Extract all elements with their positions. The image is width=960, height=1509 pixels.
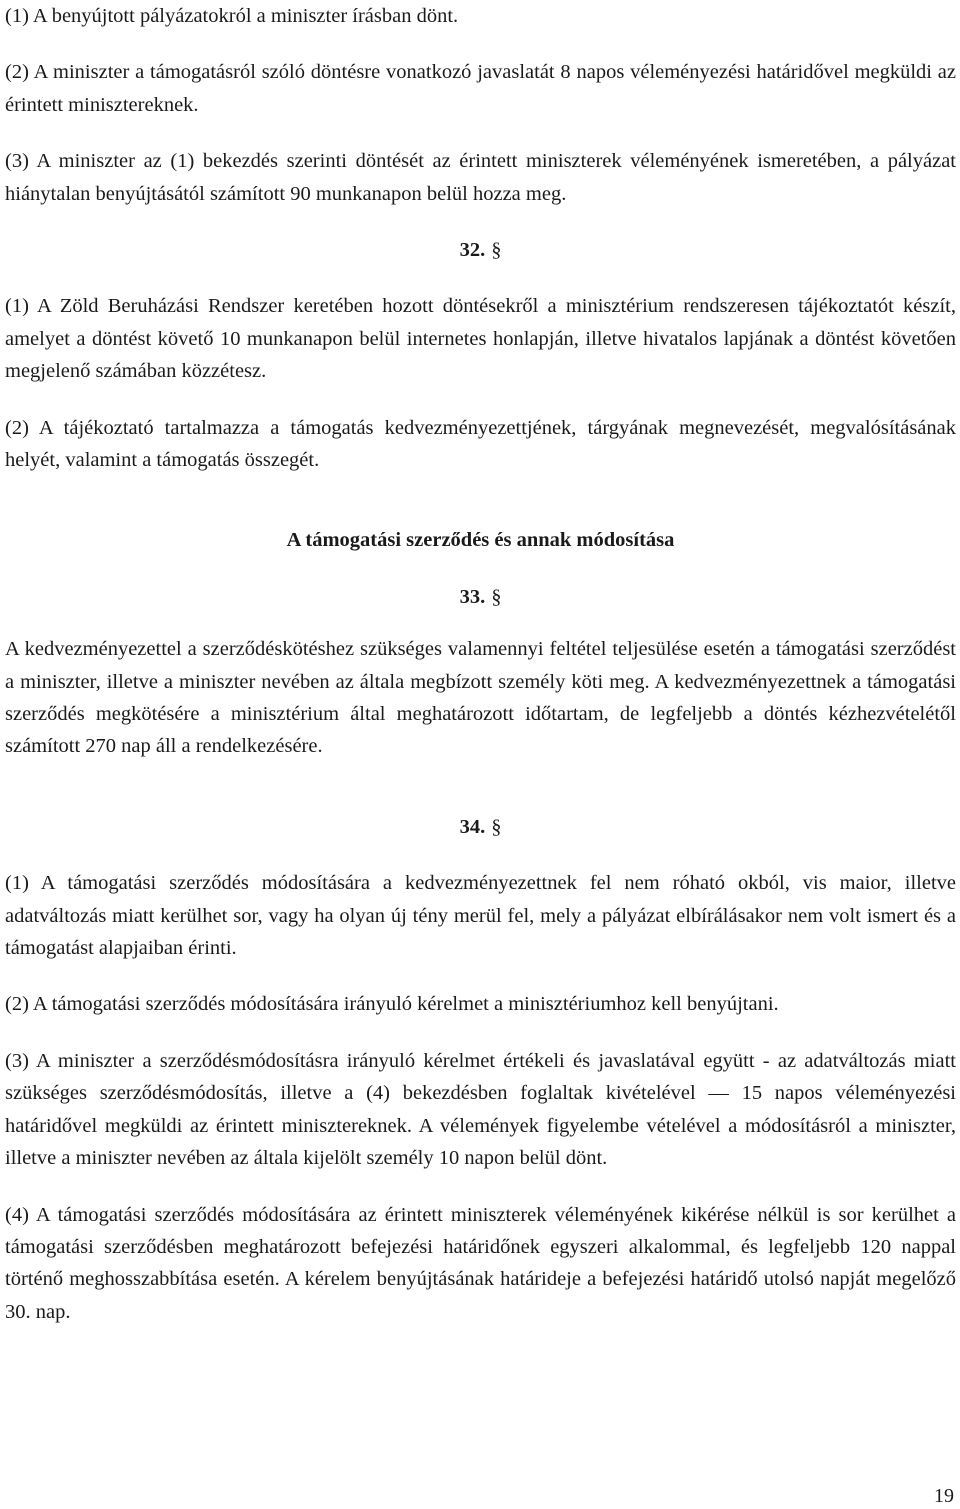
paragraph-34-4: (4) A támogatási szerződés módosítására az érintett miniszterek véleményének kikérése nélkül is sor kerülhet a támogatási szerződésben meghatározott befejezési határidőnek egyszeri alkalommal, és legfeljebb 120 nappal történő meghosszabbítása esetén. A kérelem benyújtásának határideje a befejezési határidő utolsó napját megelőző 30. nap.: [5, 1203, 956, 1323]
paragraph-31-3: (3) A miniszter az (1) bekezdés szerinti döntését az érintett miniszterek véleményének ismeretében, a pályázat hiánytalan benyújtásától számított 90 munkanapon belül hozza meg.: [5, 150, 956, 205]
paragraph-34-1: (1) A támogatási szerződés módosítására a kedvezményezettnek fel nem róható okból, vis maior, illetve adatváltozás miatt kerülhet sor, vagy ha olyan új tény merül fel, mely a pályázat elbírálásakor nem volt ismert és a támogatást alapjaiban érinti.: [5, 872, 956, 960]
paragraph-32-2: (2) A tájékoztató tartalmazza a támogatás kedvezményezettjének, tárgyának megnevezését, megvalósításának helyét, valamint a támogatás összegét.: [5, 416, 956, 472]
paragraph-33: A kedvezményezettel a szerződéskötéshez szükséges valamennyi feltétel teljesülése esetén a támogatási szerződést a miniszter, illetve a miniszter nevében az általa megbízott személy köti meg. A kedvezményezettnek a támogatási szerződés megkötésére a minisztérium által meghatározott időtartam, de legfeljebb a döntés kézhezvételétől számított 270 nap áll a rendelkezésére.: [5, 638, 956, 758]
section-33-number: [5, 581, 956, 613]
section-34-number: [5, 811, 956, 843]
document-page: [5, 0, 956, 1328]
paragraph-31-2: (2) A miniszter a támogatásról szóló döntésre vonatkozó javaslatát 8 napos véleményezési határidővel megküldi az érintett minisztereknek.: [5, 61, 956, 116]
page-number: 19: [934, 1485, 954, 1507]
paragraph-32-1: (1) A Zöld Beruházási Rendszer keretében hozott döntésekről a minisztérium rendszeresen tájékoztatót készít, amelyet a döntést követő 10 munkanapon belül internetes honlapján, illetve hivatalos lapjának a döntést követően megjelenő számában közzétesz.: [5, 295, 956, 383]
section-32-number: [5, 234, 956, 266]
section-32-label: 32.: [459, 239, 486, 262]
section-33-label: 33.: [459, 585, 486, 608]
paragraph-34-3: (3) A miniszter a szerződésmódosításra irányuló kérelmet értékeli és javaslatával együtt - az adatváltozás miatt szükséges szerződésmódosítás, illetve a (4) bekezdésben foglaltak kivételével — 15 napos véleményezési határidővel megküldi az érintett minisztereknek. A vélemények figyelembe vételével a módosításról a miniszter, illetve a miniszter nevében az általa kijelölt személy 10 napon belül dönt.: [5, 1049, 956, 1170]
section-symbol: §: [491, 239, 502, 262]
section-34-label: 34.: [459, 815, 486, 838]
paragraph-34-2: (2) A támogatási szerződés módosítására irányuló kérelmet a minisztériumhoz kell benyújtani.: [5, 993, 779, 1016]
section-symbol: §: [491, 585, 502, 608]
section-heading: A támogatási szerződés és annak módosítása: [286, 529, 675, 552]
paragraph-31-1: (1) A benyújtott pályázatokról a miniszter írásban dönt.: [5, 5, 459, 27]
section-symbol: §: [491, 815, 502, 838]
